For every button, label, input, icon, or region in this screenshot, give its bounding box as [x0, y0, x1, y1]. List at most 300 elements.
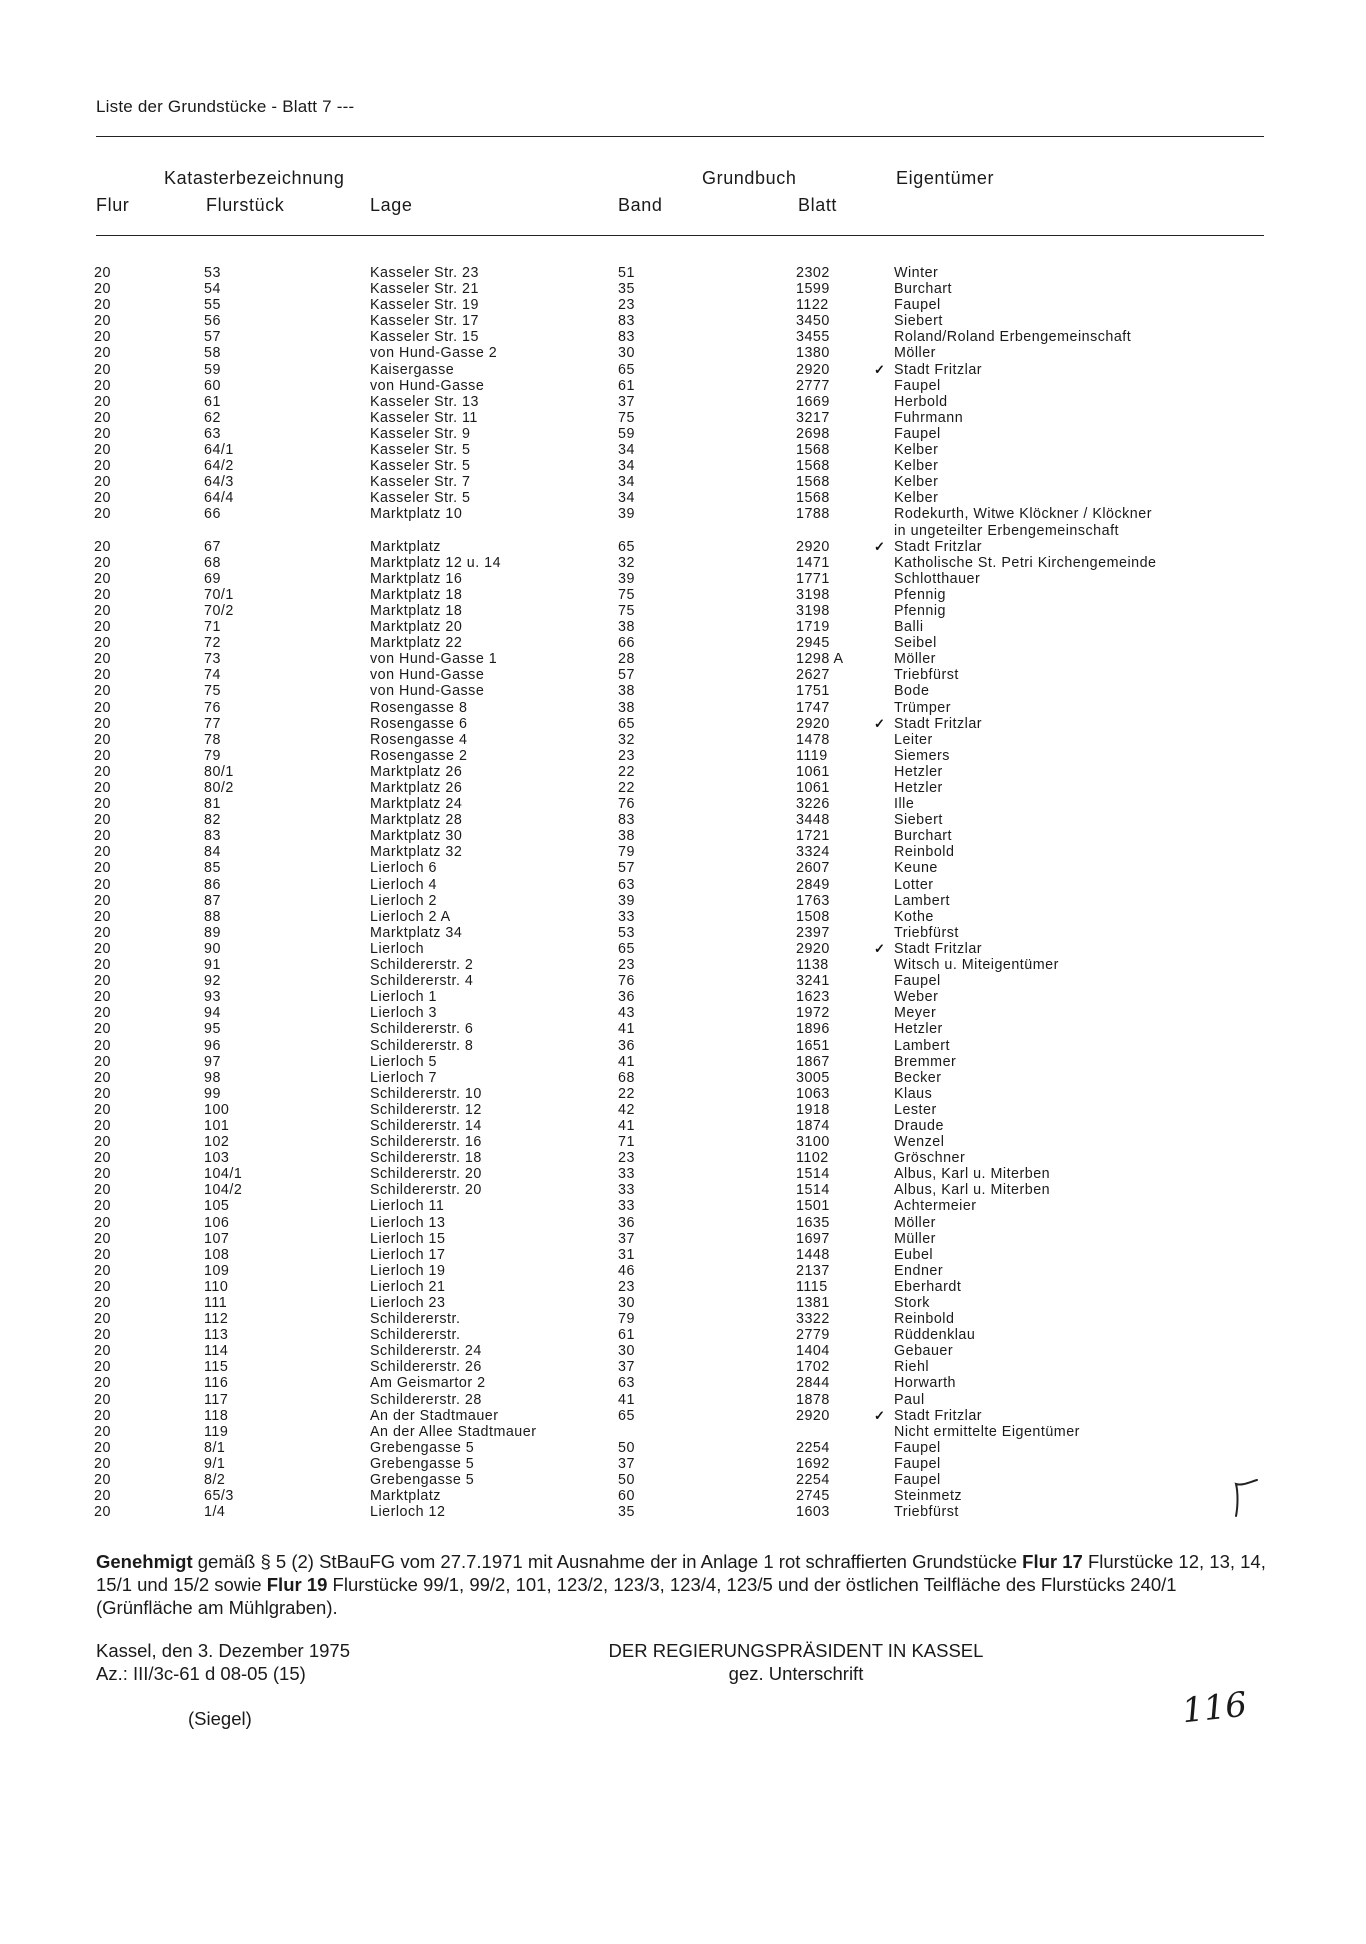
cell-lage: Lierloch 13: [370, 1214, 446, 1231]
cell-lage: Schildererstr. 8: [370, 1037, 474, 1054]
cell-band: 34: [618, 490, 635, 507]
table-row: [0, 1166, 1366, 1182]
cell-eigentuemer: Albus, Karl u. Miterben: [894, 1182, 1051, 1199]
cell-lage: Schildererstr. 26: [370, 1359, 482, 1376]
cell-band: 38: [618, 828, 635, 845]
cell-band: 30: [618, 345, 635, 362]
cell-blatt: 1063: [796, 1085, 830, 1102]
cell-band: 23: [618, 297, 635, 314]
cell-band: 33: [618, 908, 635, 925]
cell-band: 43: [618, 1005, 635, 1022]
cell-blatt: 1697: [796, 1230, 830, 1247]
cell-blatt: 1719: [796, 619, 830, 636]
cell-flur: 20: [94, 361, 111, 378]
cell-eigentuemer: Fuhrmann: [894, 409, 964, 426]
cell-flur: 20: [94, 989, 111, 1006]
cell-eigentuemer: Müller: [894, 1230, 936, 1247]
cell-band: 79: [618, 844, 635, 861]
cell-eigentuemer: Stork: [894, 1295, 930, 1311]
cell-eigentuemer: Leiter: [894, 731, 933, 748]
cell-blatt: 2844: [796, 1375, 830, 1392]
cell-flurstueck: 96: [204, 1037, 221, 1054]
cell-band: 76: [618, 796, 635, 813]
cell-flur: 20: [94, 1101, 111, 1118]
table-row: [0, 1488, 1366, 1504]
cell-flurstueck: 8/2: [204, 1472, 226, 1489]
cell-lage: Marktplatz 16: [370, 570, 463, 587]
table-row: [0, 1392, 1366, 1408]
cell-blatt: 1514: [796, 1166, 830, 1183]
cell-flurstueck: 97: [204, 1053, 221, 1070]
cell-band: 34: [618, 458, 635, 475]
cell-lage: Lierloch 12: [370, 1504, 446, 1521]
cell-flur: 20: [94, 409, 111, 426]
handwritten-page-number: 116: [1180, 1684, 1249, 1732]
cell-flur: 20: [94, 1278, 111, 1295]
cell-flurstueck: 99: [204, 1085, 221, 1102]
cell-blatt: 2920: [796, 538, 830, 555]
cell-flurstueck: 77: [204, 715, 221, 732]
cell-eigentuemer: Draude: [894, 1117, 944, 1134]
cell-lage: Marktplatz 24: [370, 796, 463, 813]
cell-eigentuemer: Paul: [894, 1391, 925, 1408]
cell-eigentuemer: Hetzler: [894, 780, 943, 796]
table-row: [0, 1504, 1366, 1520]
header-grundbuch: Grundbuch: [702, 168, 797, 188]
cell-band: 33: [618, 1182, 635, 1199]
cell-blatt: 1635: [796, 1214, 830, 1231]
table-row: [0, 523, 1366, 539]
header-rule-bottom: [96, 235, 1264, 236]
cell-band: 50: [618, 1472, 635, 1489]
cell-eigentuemer: Endner: [894, 1262, 944, 1279]
cell-flur: 20: [94, 313, 111, 330]
cell-eigentuemer: Stadt Fritzlar: [894, 361, 983, 378]
cell-flurstueck: 80/2: [204, 780, 234, 796]
table-row: [0, 362, 1366, 378]
cell-flurstueck: 73: [204, 651, 221, 668]
cell-band: 75: [618, 602, 635, 619]
cell-band: 41: [618, 1117, 635, 1134]
cell-blatt: 2607: [796, 860, 830, 877]
header-rule-top: [96, 136, 1264, 137]
cell-lage: Lierloch 5: [370, 1053, 437, 1070]
cell-blatt: 2920: [796, 940, 830, 957]
cell-band: 83: [618, 812, 635, 829]
cell-blatt: 1747: [796, 699, 830, 716]
seal-note: (Siegel): [188, 1708, 252, 1729]
cell-blatt: 2254: [796, 1472, 830, 1489]
cell-flurstueck: 101: [204, 1117, 230, 1134]
cell-lage: Marktplatz 32: [370, 844, 463, 861]
header-band: Band: [618, 195, 663, 215]
cell-lage: Lierloch 23: [370, 1295, 446, 1311]
cell-band: 50: [618, 1439, 635, 1456]
cell-flur: 20: [94, 1311, 111, 1328]
cell-flurstueck: 113: [204, 1327, 229, 1344]
cell-eigentuemer: Keune: [894, 860, 938, 877]
cell-blatt: 2849: [796, 876, 830, 893]
cell-band: 65: [618, 1407, 635, 1424]
cell-lage: von Hund-Gasse 2: [370, 345, 498, 362]
cell-lage: An der Stadtmauer: [370, 1407, 499, 1424]
place-date: Kassel, den 3. Dezember 1975: [96, 1640, 351, 1661]
cell-band: 30: [618, 1343, 635, 1360]
cell-blatt: 3100: [796, 1134, 830, 1151]
cell-flur: 20: [94, 570, 111, 587]
cell-flur: 20: [94, 1053, 111, 1070]
cell-blatt: 2254: [796, 1439, 830, 1456]
cell-flur: 20: [94, 667, 111, 684]
table-row: [0, 716, 1366, 732]
cell-flur: 20: [94, 1262, 111, 1279]
cell-band: 65: [618, 715, 635, 732]
cell-lage: Schildererstr. 24: [370, 1343, 482, 1360]
table-row: [0, 1343, 1366, 1359]
cell-blatt: 1763: [796, 892, 830, 909]
cell-blatt: 3322: [796, 1311, 830, 1328]
cell-band: 83: [618, 313, 635, 330]
table-row: [0, 297, 1366, 313]
cell-blatt: 1568: [796, 474, 830, 491]
cell-lage: Marktplatz 30: [370, 828, 463, 845]
cell-flur: 20: [94, 1182, 111, 1199]
approval-lead: Genehmigt: [96, 1551, 193, 1572]
cell-flurstueck: 92: [204, 973, 221, 990]
cell-band: 42: [618, 1101, 635, 1118]
cell-flur: 20: [94, 796, 111, 813]
cell-eigentuemer: Steinmetz: [894, 1488, 963, 1505]
cell-eigentuemer: Reinbold: [894, 844, 955, 861]
table-row: [0, 474, 1366, 490]
cell-band: 39: [618, 506, 635, 523]
table-row: [0, 828, 1366, 844]
table-row: [0, 571, 1366, 587]
signature-note: gez. Unterschrift: [728, 1663, 864, 1684]
cell-lage: Kasseler Str. 11: [370, 409, 478, 426]
cell-eigentuemer: Seibel: [894, 635, 937, 652]
table-row: [0, 1263, 1366, 1279]
cell-flur: 20: [94, 780, 111, 796]
cell-eigentuemer: Triebfürst: [894, 924, 959, 941]
cell-flur: 20: [94, 297, 111, 314]
cell-flurstueck: 75: [204, 683, 221, 700]
cell-eigentuemer: Faupel: [894, 973, 941, 990]
cell-flurstueck: 104/1: [204, 1166, 243, 1183]
cell-eigentuemer: Faupel: [894, 1439, 941, 1456]
cell-eigentuemer: Gebauer: [894, 1343, 954, 1360]
cell-flur: 20: [94, 1117, 111, 1134]
table-row: [0, 1456, 1366, 1472]
cell-blatt: 1918: [796, 1101, 830, 1118]
table-row: [0, 1408, 1366, 1424]
cell-blatt: 3198: [796, 602, 830, 619]
cell-lage: Marktplatz 26: [370, 780, 463, 796]
cell-eigentuemer: Möller: [894, 345, 936, 362]
cell-flurstueck: 95: [204, 1021, 221, 1038]
cell-eigentuemer: Roland/Roland Erbengemeinschaft: [894, 329, 1132, 346]
cell-eigentuemer: Klaus: [894, 1085, 933, 1102]
cell-eigentuemer: Stadt Fritzlar: [894, 538, 983, 555]
table-row: [0, 732, 1366, 748]
cell-flurstueck: 107: [204, 1230, 230, 1247]
table-row: [0, 1311, 1366, 1327]
page-title: Liste der Grundstücke - Blatt 7 ---: [96, 97, 355, 116]
cell-eigentuemer: Winter: [894, 265, 939, 281]
table-row: [0, 426, 1366, 442]
cell-lage: von Hund-Gasse: [370, 667, 485, 684]
cell-flurstueck: 93: [204, 989, 221, 1006]
cell-lage: Lierloch 2 A: [370, 908, 451, 925]
cell-eigentuemer: Triebfürst: [894, 1504, 959, 1521]
header-flurstueck: Flurstück: [206, 195, 285, 215]
table-row: [0, 603, 1366, 619]
cell-blatt: 2745: [796, 1488, 830, 1505]
cell-flurstueck: 61: [204, 393, 221, 410]
cell-blatt: 1874: [796, 1117, 830, 1134]
cell-band: 37: [618, 1230, 635, 1247]
table-row: [0, 1150, 1366, 1166]
cell-blatt: 1514: [796, 1182, 830, 1199]
cell-flur: 20: [94, 1375, 111, 1392]
cell-flur: 20: [94, 329, 111, 346]
table-row: [0, 683, 1366, 699]
cell-lage: Schildererstr.: [370, 1327, 461, 1344]
cell-flurstueck: 67: [204, 538, 221, 555]
cell-flurstueck: 105: [204, 1198, 230, 1215]
cell-flur: 20: [94, 924, 111, 941]
cell-flurstueck: 64/4: [204, 490, 234, 507]
cell-blatt: 1692: [796, 1455, 830, 1472]
cell-flur: 20: [94, 1166, 111, 1183]
cell-flur: 20: [94, 619, 111, 636]
cell-lage: Lierloch 6: [370, 860, 437, 877]
cell-blatt: 2920: [796, 361, 830, 378]
cell-flurstueck: 63: [204, 425, 221, 442]
cell-flur: 20: [94, 1037, 111, 1054]
cell-eigentuemer: Pfennig: [894, 602, 946, 619]
cell-flur: 20: [94, 1455, 111, 1472]
cell-band: 38: [618, 699, 635, 716]
cell-flur: 20: [94, 1214, 111, 1231]
cell-lage: Lierloch 4: [370, 876, 437, 893]
cell-blatt: 1061: [796, 763, 830, 780]
table-row: [0, 539, 1366, 555]
cell-lage: Lierloch: [370, 940, 425, 957]
office-name: DER REGIERUNGSPRÄSIDENT IN KASSEL: [608, 1640, 984, 1661]
reference-number: Az.: III/3c-61 d 08-05 (15): [96, 1663, 306, 1684]
cell-flur: 20: [94, 1488, 111, 1505]
cell-flurstueck: 111: [204, 1295, 228, 1311]
cell-blatt: 1119: [796, 747, 828, 764]
cell-blatt: 1138: [796, 957, 829, 974]
cell-flurstueck: 102: [204, 1134, 230, 1151]
cell-lage: Am Geismartor 2: [370, 1375, 486, 1392]
cell-band: 35: [618, 1504, 635, 1521]
cell-band: 22: [618, 780, 635, 796]
cell-flur: 20: [94, 973, 111, 990]
cell-blatt: 1568: [796, 490, 830, 507]
table-row: [0, 651, 1366, 667]
cell-band: 76: [618, 973, 635, 990]
cell-lage: Lierloch 19: [370, 1262, 446, 1279]
table-row: [0, 909, 1366, 925]
table-row: [0, 973, 1366, 989]
cell-band: 37: [618, 393, 635, 410]
cell-lage: Schildererstr. 18: [370, 1150, 482, 1167]
cell-band: 60: [618, 1488, 635, 1505]
cell-flurstueck: 70/1: [204, 586, 234, 603]
cell-lage: Schildererstr. 2: [370, 957, 474, 974]
table-row: [0, 394, 1366, 410]
check-mark-icon: ✓: [874, 1407, 886, 1423]
cell-lage: Schildererstr. 6: [370, 1021, 474, 1038]
cell-flur: 20: [94, 1021, 111, 1038]
cell-eigentuemer: Faupel: [894, 425, 941, 442]
cell-flur: 20: [94, 1295, 111, 1311]
cell-lage: Schildererstr.: [370, 1311, 461, 1328]
cell-band: 39: [618, 892, 635, 909]
cell-flur: 20: [94, 554, 111, 571]
cell-band: 30: [618, 1295, 635, 1311]
cell-blatt: 1061: [796, 780, 830, 796]
cell-flurstueck: 98: [204, 1069, 221, 1086]
cell-eigentuemer: Hetzler: [894, 763, 943, 780]
cell-lage: Kasseler Str. 23: [370, 265, 479, 281]
cell-eigentuemer: Eberhardt: [894, 1278, 962, 1295]
cell-band: 79: [618, 1311, 635, 1328]
approval-part-4: Flurstücke 12, 13, 14, 15/1 und 15/2 sowie: [96, 1551, 1266, 1595]
check-mark-icon: ✓: [874, 715, 886, 731]
cell-eigentuemer: Burchart: [894, 828, 953, 845]
cell-flurstueck: 104/2: [204, 1182, 243, 1199]
cell-lage: Schildererstr. 4: [370, 973, 474, 990]
table-row: [0, 313, 1366, 329]
cell-blatt: 1568: [796, 442, 830, 459]
cell-lage: Rosengasse 4: [370, 731, 468, 748]
cell-eigentuemer: Kelber: [894, 490, 939, 507]
cell-flurstueck: 56: [204, 313, 221, 330]
cell-blatt: 1471: [796, 554, 830, 571]
cell-band: 33: [618, 1198, 635, 1215]
cell-lage: Marktplatz: [370, 1488, 441, 1505]
cell-eigentuemer: Stadt Fritzlar: [894, 715, 983, 732]
cell-flurstueck: 55: [204, 297, 221, 314]
cell-band: 33: [618, 1166, 635, 1183]
table-row: [0, 748, 1366, 764]
cell-lage: Kasseler Str. 17: [370, 313, 479, 330]
cell-band: 37: [618, 1455, 635, 1472]
cell-band: 28: [618, 651, 635, 668]
table-row: [0, 1054, 1366, 1070]
cell-band: 83: [618, 329, 635, 346]
cell-eigentuemer: Eubel: [894, 1246, 934, 1263]
cell-eigentuemer: Reinbold: [894, 1311, 955, 1328]
cell-flurstueck: 65/3: [204, 1488, 234, 1505]
cell-lage: Kasseler Str. 5: [370, 490, 471, 507]
cell-flur: 20: [94, 1391, 111, 1408]
cell-band: 35: [618, 281, 635, 298]
cell-blatt: 1603: [796, 1504, 830, 1521]
cell-flurstueck: 89: [204, 924, 221, 941]
table-row: [0, 265, 1366, 281]
cell-lage: Kasseler Str. 7: [370, 474, 471, 491]
cell-flur: 20: [94, 940, 111, 957]
table-row: [0, 796, 1366, 812]
handwritten-mark-icon: [1230, 1478, 1260, 1518]
cell-eigentuemer: Balli: [894, 619, 924, 636]
table-row: [0, 1247, 1366, 1263]
cell-eigentuemer: Becker: [894, 1069, 942, 1086]
cell-flur: 20: [94, 1134, 111, 1151]
cell-blatt: 3455: [796, 329, 830, 346]
table-row: [0, 877, 1366, 893]
cell-eigentuemer: Achtermeier: [894, 1198, 977, 1215]
cell-lage: Lierloch 11: [370, 1198, 445, 1215]
table-row: [0, 1215, 1366, 1231]
cell-band: 53: [618, 924, 635, 941]
cell-lage: Marktplatz 10: [370, 506, 463, 523]
cell-flur: 20: [94, 1472, 111, 1489]
cell-band: 23: [618, 1278, 635, 1295]
cell-lage: Schildererstr. 20: [370, 1166, 482, 1183]
cell-blatt: 1878: [796, 1391, 830, 1408]
cell-flurstueck: 82: [204, 812, 221, 829]
cell-eigentuemer: Faupel: [894, 1472, 941, 1489]
cell-band: 38: [618, 619, 635, 636]
cell-band: 39: [618, 570, 635, 587]
cell-blatt: 1896: [796, 1021, 830, 1038]
cell-eigentuemer: Siebert: [894, 313, 943, 330]
cell-lage: Schildererstr. 20: [370, 1182, 482, 1199]
cell-band: 34: [618, 442, 635, 459]
table-row: [0, 1086, 1366, 1102]
cell-flurstueck: 79: [204, 747, 221, 764]
cell-flur: 20: [94, 747, 111, 764]
cell-flur: 20: [94, 1423, 111, 1440]
cell-blatt: 1751: [796, 683, 830, 700]
cell-flur: 20: [94, 876, 111, 893]
cell-flur: 20: [94, 1150, 111, 1167]
cell-flurstueck: 90: [204, 940, 221, 957]
cell-blatt: 1599: [796, 281, 830, 298]
cell-flur: 20: [94, 1085, 111, 1102]
cell-eigentuemer: Siebert: [894, 812, 943, 829]
cell-band: 23: [618, 957, 635, 974]
table-row: [0, 587, 1366, 603]
cell-flurstueck: 80/1: [204, 763, 234, 780]
cell-lage: Lierloch 2: [370, 892, 437, 909]
cell-flurstueck: 1/4: [204, 1504, 226, 1521]
cell-flurstueck: 64/3: [204, 474, 234, 491]
table-row: [0, 1134, 1366, 1150]
cell-lage: von Hund-Gasse: [370, 377, 485, 394]
cell-eigentuemer: Meyer: [894, 1005, 937, 1022]
cell-flurstueck: 112: [204, 1311, 229, 1328]
cell-eigentuemer: Lotter: [894, 876, 934, 893]
cell-blatt: 3198: [796, 586, 830, 603]
cell-lage: Kaisergasse: [370, 361, 455, 378]
approval-part-2: gemäß § 5 (2) StBauFG vom 27.7.1971 mit Ausnahme der in Anlage 1 rot schraffierten Grundstücke: [192, 1551, 1023, 1572]
cell-flurstueck: 118: [204, 1407, 229, 1424]
cell-blatt: 1501: [796, 1198, 830, 1215]
cell-flur: 20: [94, 490, 111, 507]
cell-flur: 20: [94, 1343, 111, 1360]
cell-lage: Marktplatz 18: [370, 602, 463, 619]
cell-flurstueck: 57: [204, 329, 221, 346]
cell-flur: 20: [94, 828, 111, 845]
cell-flurstueck: 87: [204, 892, 221, 909]
